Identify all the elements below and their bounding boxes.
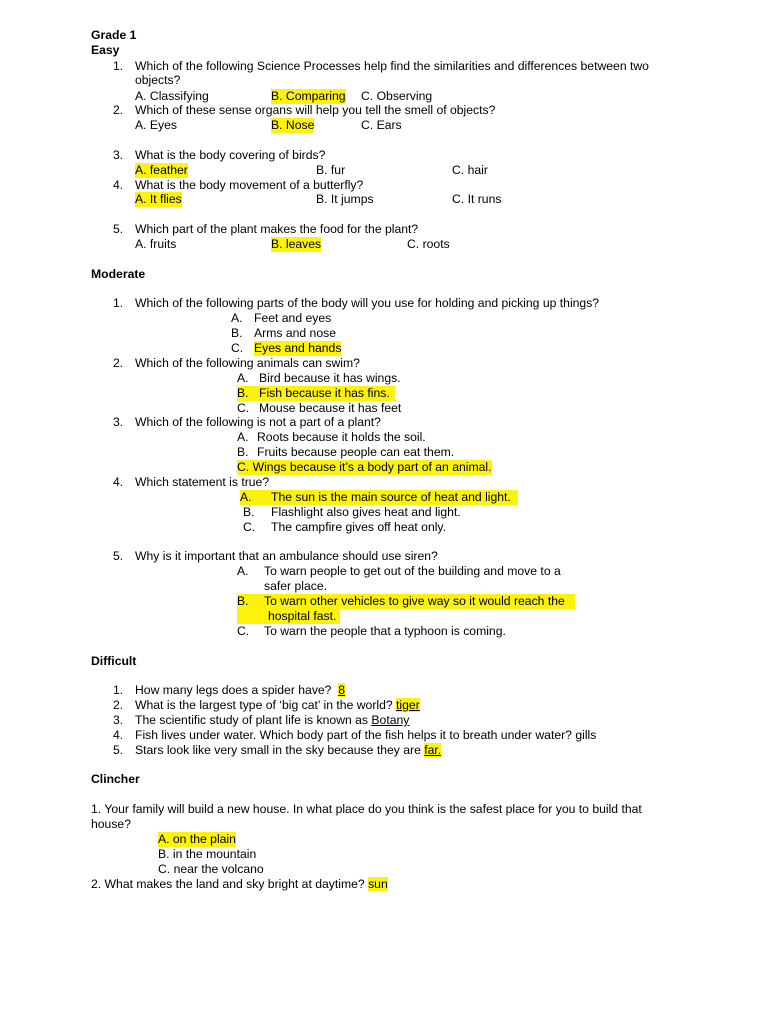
moderate-q2-option-b-label: B.	[237, 386, 395, 401]
moderate-q1-option-a: Feet and eyes	[254, 311, 332, 325]
moderate-q3-option-b: Fruits because people can eat them.	[257, 445, 455, 459]
clincher-q2-answer: sun	[368, 877, 388, 891]
moderate-q2-option-b: Fish because it has fins.	[259, 386, 390, 400]
difficult-q1-question: How many legs does a spider have?	[135, 683, 332, 697]
moderate-q1-option-c-label: C.	[231, 341, 244, 355]
easy-q5-number: 5.	[113, 222, 124, 236]
difficult-q4-text: Fish lives under water. Which body part of the fish helps it to breath under water? gills	[135, 728, 597, 742]
easy-q1-option-a: A. Classifying	[135, 89, 209, 103]
easy-q4-text: What is the body movement of a butterfly?	[135, 178, 364, 192]
difficult-q2-answer: tiger	[396, 698, 420, 712]
difficult-q2-text	[135, 698, 420, 713]
difficult-q5-text	[135, 743, 441, 758]
moderate-q4-text: Which statement is true?	[135, 475, 270, 489]
difficult-q1-number: 1.	[113, 683, 124, 697]
easy-q2-text: Which of these sense organs will help you tell the smell of objects?	[135, 103, 496, 117]
moderate-q1-option-b: Arms and nose	[254, 326, 336, 340]
clincher-q1-option-a: A. on the plain	[158, 832, 236, 846]
moderate-q2-text: Which of the following animals can swim?	[135, 356, 360, 370]
easy-q1-text-cont: objects?	[135, 73, 181, 87]
moderate-q4-option-c-label: C.	[243, 520, 256, 534]
moderate-q4-option-b: Flashlight also gives heat and light.	[271, 505, 461, 519]
difficult-q5-number: 5.	[113, 743, 124, 757]
clincher-heading: Clincher	[91, 772, 140, 786]
moderate-q2-option-a: Bird because it has wings.	[259, 371, 401, 385]
moderate-q3-option-c: C. Wings because it’s a body part of an animal.	[237, 460, 492, 474]
difficult-q1-answer: 8	[338, 683, 346, 697]
moderate-q5-option-a: To warn people to get out of the building and move to a	[264, 564, 561, 578]
moderate-q2-number: 2.	[113, 356, 124, 370]
moderate-q1-option-c: Eyes and hands	[254, 341, 342, 355]
difficult-q3-question: The scientific study of plant life is known as	[135, 713, 369, 727]
moderate-q3-number: 3.	[113, 415, 124, 429]
moderate-q2-option-c-label: C.	[237, 401, 250, 415]
clincher-q1-option-b: B. in the mountain	[158, 847, 257, 861]
clincher-q1-text-cont: house?	[91, 817, 131, 831]
clincher-q2-text	[91, 877, 388, 892]
clincher-q1-text: 1. Your family will build a new house. In what place do you think is the safest place for you to build that	[91, 802, 642, 816]
moderate-q1-number: 1.	[113, 296, 124, 310]
difficult-q5-question: Stars look like very small in the sky because they are	[135, 743, 421, 757]
easy-q4-option-b: B. It jumps	[316, 192, 374, 206]
easy-q2-number: 2.	[113, 103, 124, 117]
easy-q3-option-b: B. fur	[316, 163, 346, 177]
moderate-q5-option-b-label: B.	[237, 594, 575, 609]
easy-q4-option-c: C. It runs	[452, 192, 502, 206]
difficult-q3-number: 3.	[113, 713, 124, 727]
moderate-q5-option-b: To warn other vehicles to give way so it would reach the	[264, 594, 565, 608]
moderate-q3-text: Which of the following is not a part of a plant?	[135, 415, 381, 429]
moderate-q5-option-a-label: A.	[237, 564, 249, 578]
moderate-q4-number: 4.	[113, 475, 124, 489]
moderate-q1-text: Which of the following parts of the body will you use for holding and picking up things?	[135, 296, 600, 310]
difficult-q3-answer: Botany	[371, 713, 410, 727]
easy-q5-option-a: A. fruits	[135, 237, 177, 251]
easy-q3-option-c: C. hair	[452, 163, 488, 177]
moderate-q5-text: Why is it important that an ambulance should use siren?	[135, 549, 438, 563]
moderate-q3-option-a-label: A.	[237, 430, 249, 444]
moderate-q2-option-c: Mouse because it has feet	[259, 401, 402, 415]
moderate-q5-option-b-cont: hospital fast.	[237, 609, 340, 624]
moderate-q5-option-a-cont: safer place.	[264, 579, 328, 593]
easy-q2-option-b: B. Nose	[271, 118, 315, 132]
difficult-q3-text	[135, 713, 409, 728]
easy-q4-number: 4.	[113, 178, 124, 192]
moderate-q3-option-b-label: B.	[237, 445, 249, 459]
easy-q3-text: What is the body covering of birds?	[135, 148, 326, 162]
difficult-q1-text	[135, 683, 345, 698]
easy-q5-option-b: B. leaves	[271, 237, 322, 251]
easy-q1-option-c: C. Observing	[361, 89, 433, 103]
easy-q1-number: 1.	[113, 59, 124, 73]
easy-q4-option-a: A. It flies	[135, 192, 182, 206]
easy-heading: Easy	[91, 43, 120, 57]
difficult-heading: Difficult	[91, 654, 137, 668]
moderate-heading: Moderate	[91, 267, 146, 281]
easy-q5-text: Which part of the plant makes the food for the plant?	[135, 222, 419, 236]
moderate-q5-number: 5.	[113, 549, 124, 563]
easy-q3-option-a: A. feather	[135, 163, 188, 177]
clincher-q1-option-c: C. near the volcano	[158, 862, 264, 876]
moderate-q5-option-c-label: C.	[237, 624, 250, 638]
clincher-q2-question: 2. What makes the land and sky bright at daytime?	[91, 877, 365, 891]
difficult-q5-answer: far.	[424, 743, 442, 757]
moderate-q3-option-a: Roots because it holds the soil.	[257, 430, 426, 444]
easy-q5-option-c: C. roots	[407, 237, 450, 251]
difficult-q2-number: 2.	[113, 698, 124, 712]
easy-q2-option-a: A. Eyes	[135, 118, 177, 132]
difficult-q2-question: What is the largest type of ‘big cat’ in the world?	[135, 698, 393, 712]
difficult-q4-number: 4.	[113, 728, 124, 742]
moderate-q5-option-c: To warn the people that a typhoon is coming.	[264, 624, 506, 638]
grade-title: Grade 1	[91, 28, 137, 42]
moderate-q2-option-a-label: A.	[237, 371, 249, 385]
moderate-q4-option-c: The campfire gives off heat only.	[271, 520, 447, 534]
moderate-q1-option-b-label: B.	[231, 326, 243, 340]
easy-q1-option-b: B. Comparing	[271, 89, 346, 103]
moderate-q4-option-a: The sun is the main source of heat and light.	[271, 490, 511, 504]
moderate-q1-option-a-label: A.	[231, 311, 243, 325]
moderate-q4-option-b-label: B.	[243, 505, 255, 519]
moderate-q4-option-a-label: A.	[240, 490, 518, 505]
easy-q1-text: Which of the following Science Processes help find the similarities and differences between two	[135, 59, 649, 73]
easy-q3-number: 3.	[113, 148, 124, 162]
easy-q2-option-c: C. Ears	[361, 118, 402, 132]
